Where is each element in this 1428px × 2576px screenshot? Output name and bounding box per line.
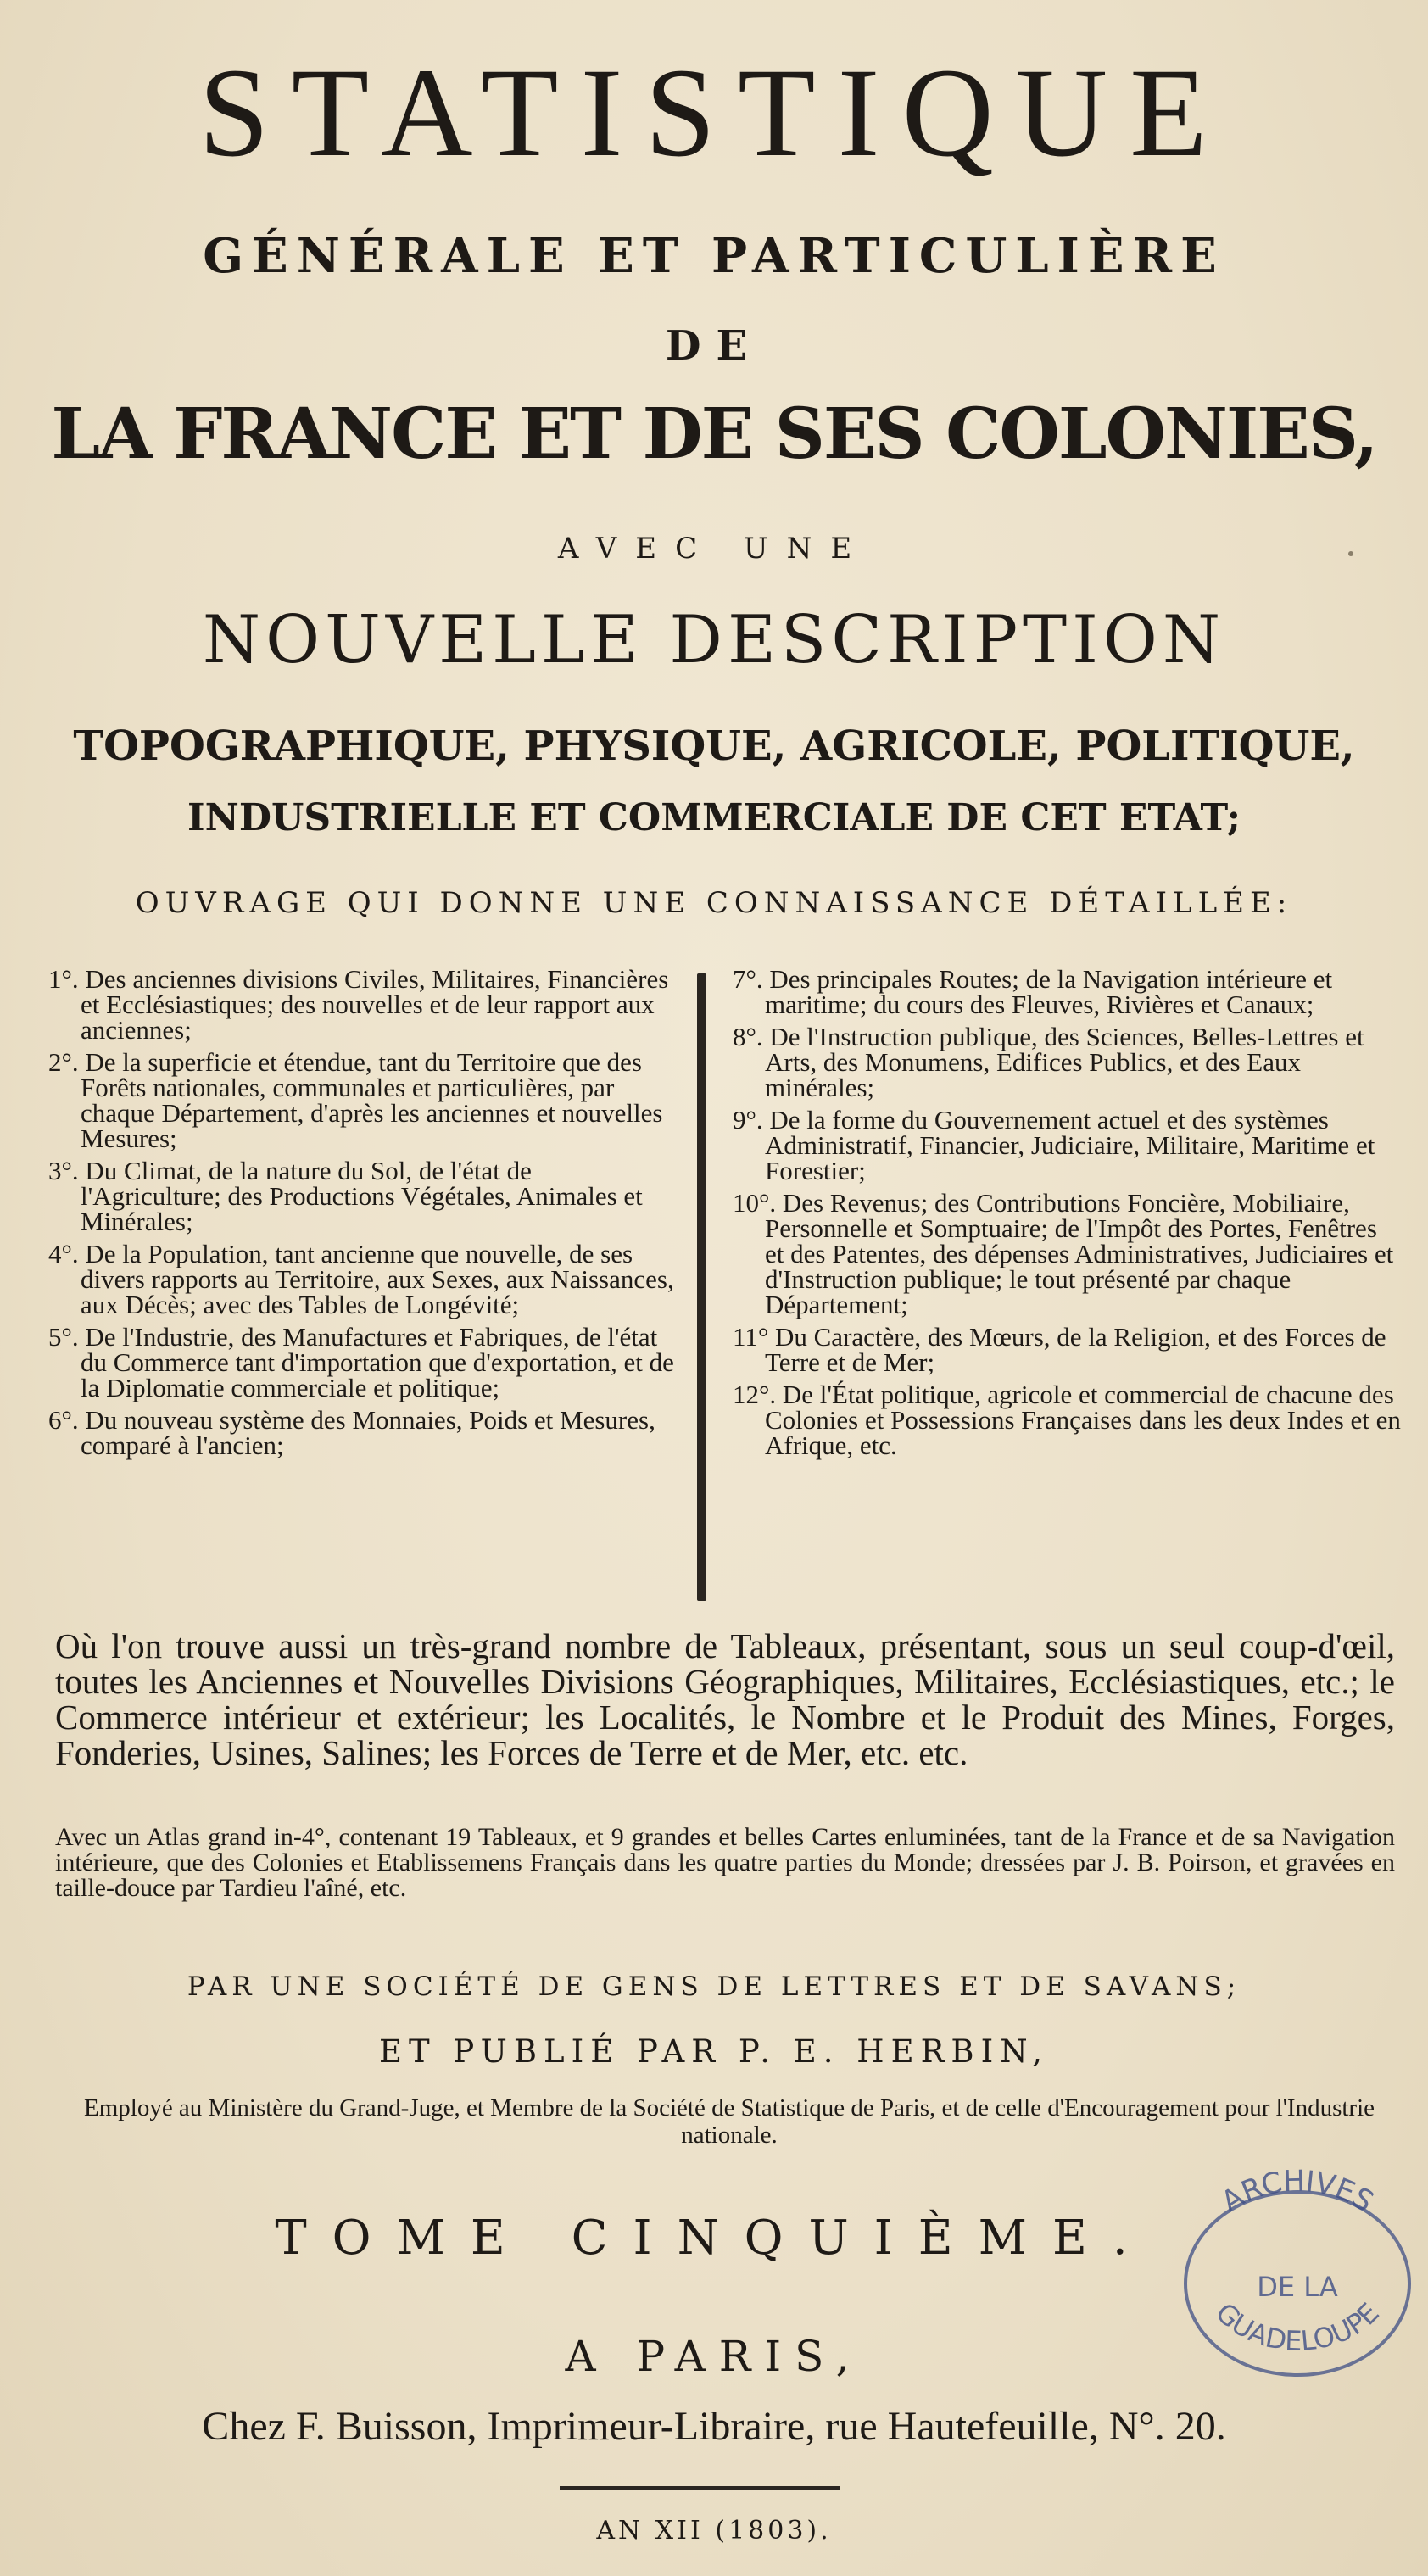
publisher-line: ET PUBLIÉ PAR P. E. HERBIN, (378, 2033, 1050, 2070)
subtitle-ouvrage: OUVRAGE QUI DONNE UNE CONNAISSANCE DÉTAILLÉE: (135, 886, 1293, 920)
paragraph-atlas: Avec un Atlas grand in-4°, contenant 19 Tableaux, et 9 grandes et belles Cartes enluminées, tant de la France et de sa Navigation intérieure, que des Colonies et Etablissemens Français dans les quatre parties du Monde; dressées par J. B. Poirson, et gravées en taille-douce par Tardieu l'aîné, etc. (55, 1823, 1395, 1902)
paragraph-tableaux: Où l'on trouve aussi un très-grand nombre de Tableaux, présentant, sous un seul coup-d'œil, toutes les Anciennes et Nouvelles Divisions Géographiques, Militaires, Ecclésiastiques, etc.; le Commerce intérieur et extérieur; les Localités, le Nombre et le Produit des Mines, Forges, Fonderies, Usines, Salines; les Forces de Terre et de Mer, etc. etc. (55, 1626, 1395, 1772)
ink-speck (1348, 551, 1353, 556)
contents-item: 5°. De l'Industrie, des Manufactures et Fabriques, de l'état du Commerce tant d'importation que d'exportation, et de la Diplomatie commerciale et politique; (48, 1322, 674, 1402)
contents-item: 8°. De l'Instruction publique, des Sciences, Belles-Lettres et Arts, des Monumens, Edifices Publics, et des Eaux minérales; (733, 1022, 1364, 1102)
subtitle-avec-une: AVEC UNE (557, 532, 871, 566)
subtitle-de: DE (665, 322, 763, 370)
contents-right-column (731, 964, 1401, 1465)
subtitle-nouvelle-description: NOUVELLE DESCRIPTION (202, 602, 1226, 678)
subtitle-general: GÉNÉRALE ET PARTICULIÈRE (203, 228, 1225, 284)
stamp-archives-text: ARCHIVES (1215, 2169, 1380, 2220)
contents-item: 10°. Des Revenus; des Contributions Foncière, Mobiliaire, Personnelle et Somptuaire; de l'Impôt des Portes, Fenêtres et des Patentes, des dépenses Administratives, Judiciaires et d'Instruction publique; le tout présenté par chaque Département; (733, 1188, 1394, 1319)
column-divider (697, 973, 706, 1601)
printer-line: Chez F. Buisson, Imprimeur-Libraire, rue Hautefeuille, N°. 20. (202, 2404, 1226, 2449)
stamp-guadeloupe-text: GUADELOUPE (1209, 2296, 1386, 2358)
subtitle-france: LA FRANCE ET DE SES COLONIES, (51, 393, 1377, 475)
place-line: A PARIS, (565, 2332, 863, 2381)
contents-left-column (47, 964, 678, 1465)
volume-title: TOME CINQUIÈME. (275, 2211, 1153, 2266)
contents-item: 9°. De la forme du Gouvernement actuel et des systèmes Administratif, Financier, Judiciaire, Militaire, Maritime et Forestier; (733, 1105, 1375, 1185)
contents-item: 11° Du Caractère, des Mœurs, de la Religion, et des Forces de Terre et de Mer; (733, 1322, 1386, 1377)
main-title: STATISTIQUE (198, 42, 1230, 183)
subtitle-topographique: TOPOGRAPHIQUE, PHYSIQUE, AGRICOLE, POLITIQUE, (73, 722, 1355, 770)
contents-item: 6°. Du nouveau système des Monnaies, Poids et Mesures, comparé à l'ancien; (48, 1405, 655, 1460)
horizontal-rule (560, 2486, 840, 2490)
contents-item: 7°. Des principales Routes; de la Navigation intérieure et maritime; du cours des Fleuves, Rivières et Canaux; (733, 964, 1333, 1019)
svg-text:ARCHIVES (1215, 2169, 1379, 2219)
contents-item: 1°. Des anciennes divisions Civiles, Militaires, Financières et Ecclésiastiques; des nouvelles et de leur rapport aux anciennes; (48, 964, 669, 1045)
society-line: PAR UNE SOCIÉTÉ DE GENS DE LETTRES ET DE SAVANS; (187, 1971, 1241, 2002)
date-line: AN XII (1803). (596, 2516, 832, 2545)
stamp-de-la-text: DE LA (1257, 2271, 1338, 2303)
contents-item: 3°. Du Climat, de la nature du Sol, de l'état de l'Agriculture; des Productions Végétales, Animales et Minérales; (48, 1156, 643, 1236)
contents-item: 4°. De la Population, tant ancienne que nouvelle, de ses divers rapports au Territoire, aux Sexes, aux Naissances, aux Décès; avec des Tables de Longévité; (48, 1239, 674, 1319)
publisher-note: Employé au Ministère du Grand-Juge, et Membre de la Société de Statistique de Paris, et de celle d'Encouragement pour l'Industrie nationale. (83, 2094, 1375, 2149)
contents-item: 2°. De la superficie et étendue, tant du Territoire que des Forêts nationales, communales et particulières, par chaque Département, d'après les anciennes et nouvelles Mesures; (48, 1047, 663, 1153)
subtitle-industrielle: INDUSTRIELLE ET COMMERCIALE DE CET ETAT; (187, 796, 1241, 839)
contents-item: 12°. De l'État politique, agricole et commercial de chacune des Colonies et Possessions Françaises dans les deux Indes et en Afrique, etc. (733, 1380, 1401, 1460)
